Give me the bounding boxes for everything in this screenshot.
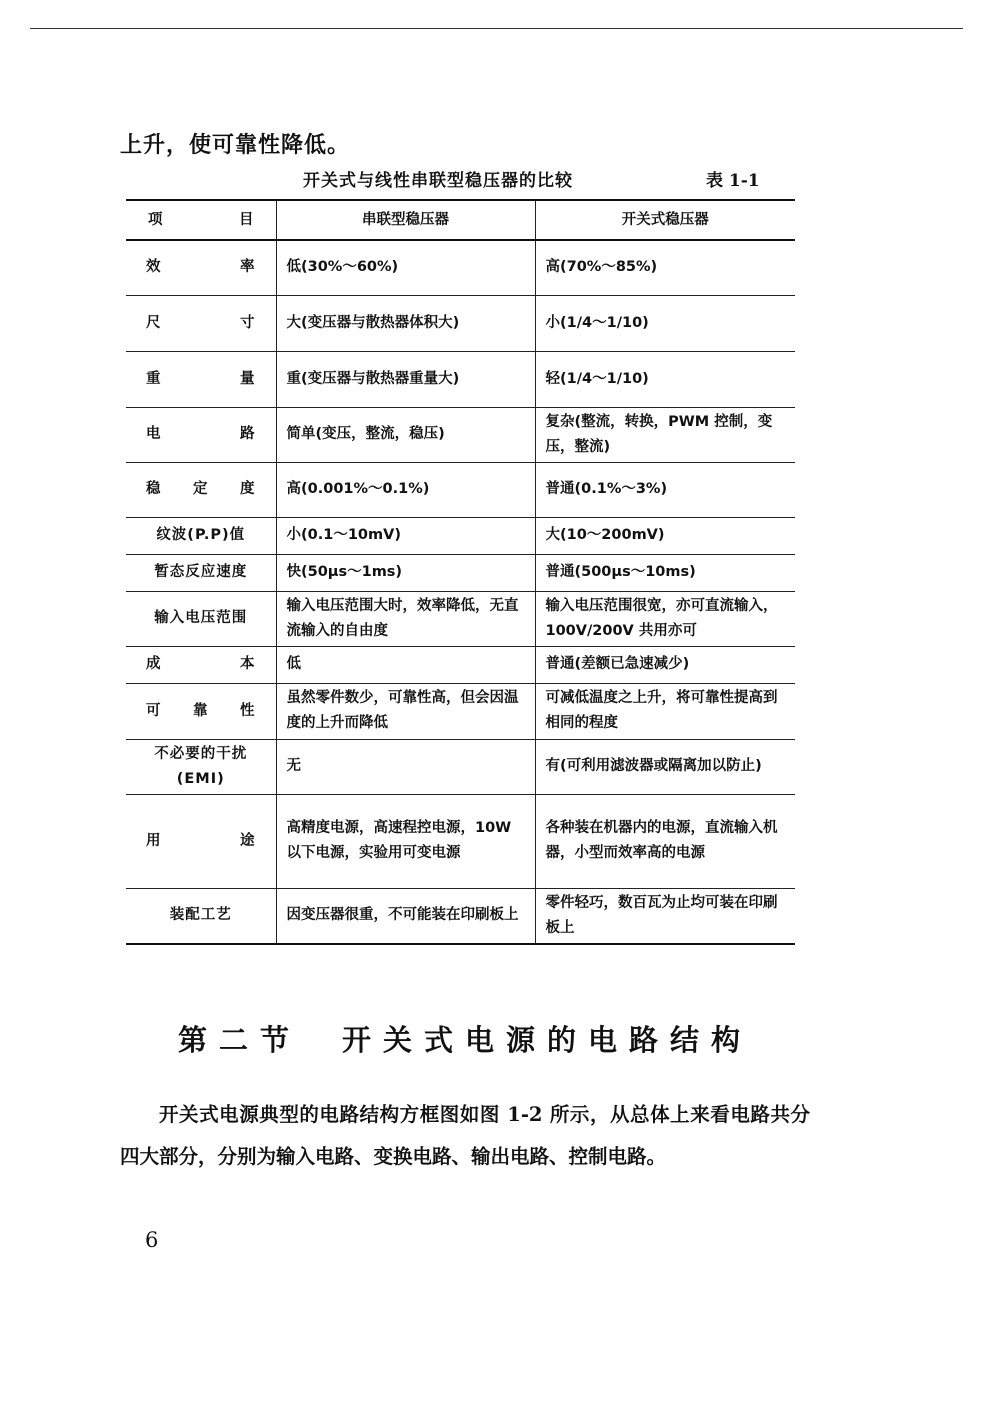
label-char: 度 [240, 481, 256, 497]
label-char: 项 [148, 211, 163, 228]
row-item: 装配工艺 [169, 907, 232, 923]
table-row [126, 739, 795, 794]
header-item [126, 200, 276, 240]
label-char: 尺 [146, 314, 162, 331]
label-char: 性 [240, 702, 256, 719]
row-item [126, 794, 276, 888]
table-row [126, 351, 795, 407]
label-char: 靠 [193, 702, 209, 719]
row-switching: 普通(差额已急速减少) [535, 646, 795, 683]
table-row [126, 683, 795, 739]
table-row [126, 517, 795, 554]
row-switching: 小(1/4～1/10) [535, 295, 795, 351]
header-switching: 开关式稳压器 [535, 200, 795, 240]
table-row [126, 240, 795, 295]
row-item: 暂态反应速度 [154, 564, 248, 580]
row-linear: 大(变压器与散热器体积大) [276, 295, 535, 351]
row-switching: 普通(0.1%～3%) [535, 462, 795, 517]
comparison-table [126, 199, 795, 945]
table-row [126, 591, 795, 646]
header-linear: 串联型稳压器 [276, 200, 535, 240]
table-row [126, 646, 795, 683]
label-char: 率 [240, 259, 256, 276]
row-linear: 虽然零件数少，可靠性高，但会因温度的上升而降低 [276, 683, 535, 739]
row-item-label [134, 699, 268, 724]
label-char: 成 [146, 656, 162, 672]
label-char: 量 [240, 370, 256, 387]
table-row [126, 888, 795, 944]
label-char: 途 [240, 832, 256, 849]
label-char: 电 [146, 426, 162, 442]
table-row [126, 554, 795, 591]
row-item: 输入电压范围 [154, 610, 248, 626]
row-switching: 有(可利用滤波器或隔离加以防止) [535, 739, 795, 794]
row-linear: 快(50μs～1ms) [276, 554, 535, 591]
row-item [126, 407, 276, 462]
row-item [126, 351, 276, 407]
table-caption: 开关式与线性串联型稳压器的比较 [303, 171, 573, 191]
row-item: 不必要的干扰(EMI) [154, 745, 248, 787]
row-item-label [134, 255, 268, 280]
table-header-row [126, 200, 795, 240]
row-linear: 无 [276, 739, 535, 794]
header-item-label [136, 208, 266, 233]
row-linear: 高(0.001%～0.1%) [276, 462, 535, 517]
row-linear: 输入电压范围大时，效率降低，无直流输入的自由度 [276, 591, 535, 646]
table-row [126, 295, 795, 351]
table-body [126, 240, 795, 944]
row-item [126, 462, 276, 517]
row-linear: 高精度电源，高速程控电源，10W 以下电源，实验用可变电源 [276, 794, 535, 888]
top-rule [30, 28, 963, 29]
row-switching: 可减低温度之上升，将可靠性提高到相同的程度 [535, 683, 795, 739]
lead-text: 上升，使可靠性降低。 [120, 132, 351, 158]
row-linear: 低(30%～60%) [276, 240, 535, 295]
row-item-label [134, 829, 268, 854]
row-item: 纹波(P.P)值 [156, 527, 246, 543]
label-char: 目 [239, 211, 254, 228]
row-item-label [134, 311, 268, 336]
label-char: 用 [146, 832, 162, 849]
row-item-label [134, 652, 268, 677]
row-switching: 大(10～200mV) [535, 517, 795, 554]
section-title: 第二节 开关式电源的电路结构 [177, 1023, 752, 1057]
label-char: 重 [146, 370, 162, 387]
row-item-label [134, 477, 268, 502]
table-row [126, 794, 795, 888]
row-switching: 输入电压范围很宽，亦可直流输入，100V/200V 共用亦可 [535, 591, 795, 646]
label-char: 效 [146, 259, 162, 276]
row-switching: 各种装在机器内的电源，直流输入机器，小型而效率高的电源 [535, 794, 795, 888]
table-row [126, 407, 795, 462]
row-switching: 轻(1/4～1/10) [535, 351, 795, 407]
row-linear: 因变压器很重，不可能装在印刷板上 [276, 888, 535, 944]
row-linear: 简单(变压，整流，稳压) [276, 407, 535, 462]
row-linear: 小(0.1～10mV) [276, 517, 535, 554]
row-switching: 零件轻巧，数百瓦为止均可装在印刷板上 [535, 888, 795, 944]
row-item-label [134, 367, 268, 392]
row-linear: 低 [276, 646, 535, 683]
label-char: 稳 [146, 481, 162, 497]
row-item [126, 683, 276, 739]
row-switching: 复杂(整流，转换，PWM 控制，变压，整流) [535, 407, 795, 462]
page-number: 6 [145, 1228, 159, 1252]
section-paragraph: 开关式电源典型的电路结构方框图如图 1-2 所示，从总体上来看电路共分四大部分，分别为输入电路、变换电路、输出电路、控制电路。 [120, 1103, 810, 1168]
row-item [126, 240, 276, 295]
label-char: 本 [240, 656, 256, 672]
label-char: 路 [240, 426, 256, 442]
row-switching: 高(70%～85%) [535, 240, 795, 295]
row-item [126, 295, 276, 351]
row-switching: 普通(500μs～10ms) [535, 554, 795, 591]
table-row [126, 462, 795, 517]
label-char: 可 [146, 702, 162, 719]
row-item [126, 646, 276, 683]
row-linear: 重(变压器与散热器重量大) [276, 351, 535, 407]
row-item-label [134, 422, 268, 447]
label-char: 定 [193, 481, 209, 497]
label-char: 寸 [240, 314, 256, 331]
table-number: 表 1-1 [706, 171, 760, 191]
